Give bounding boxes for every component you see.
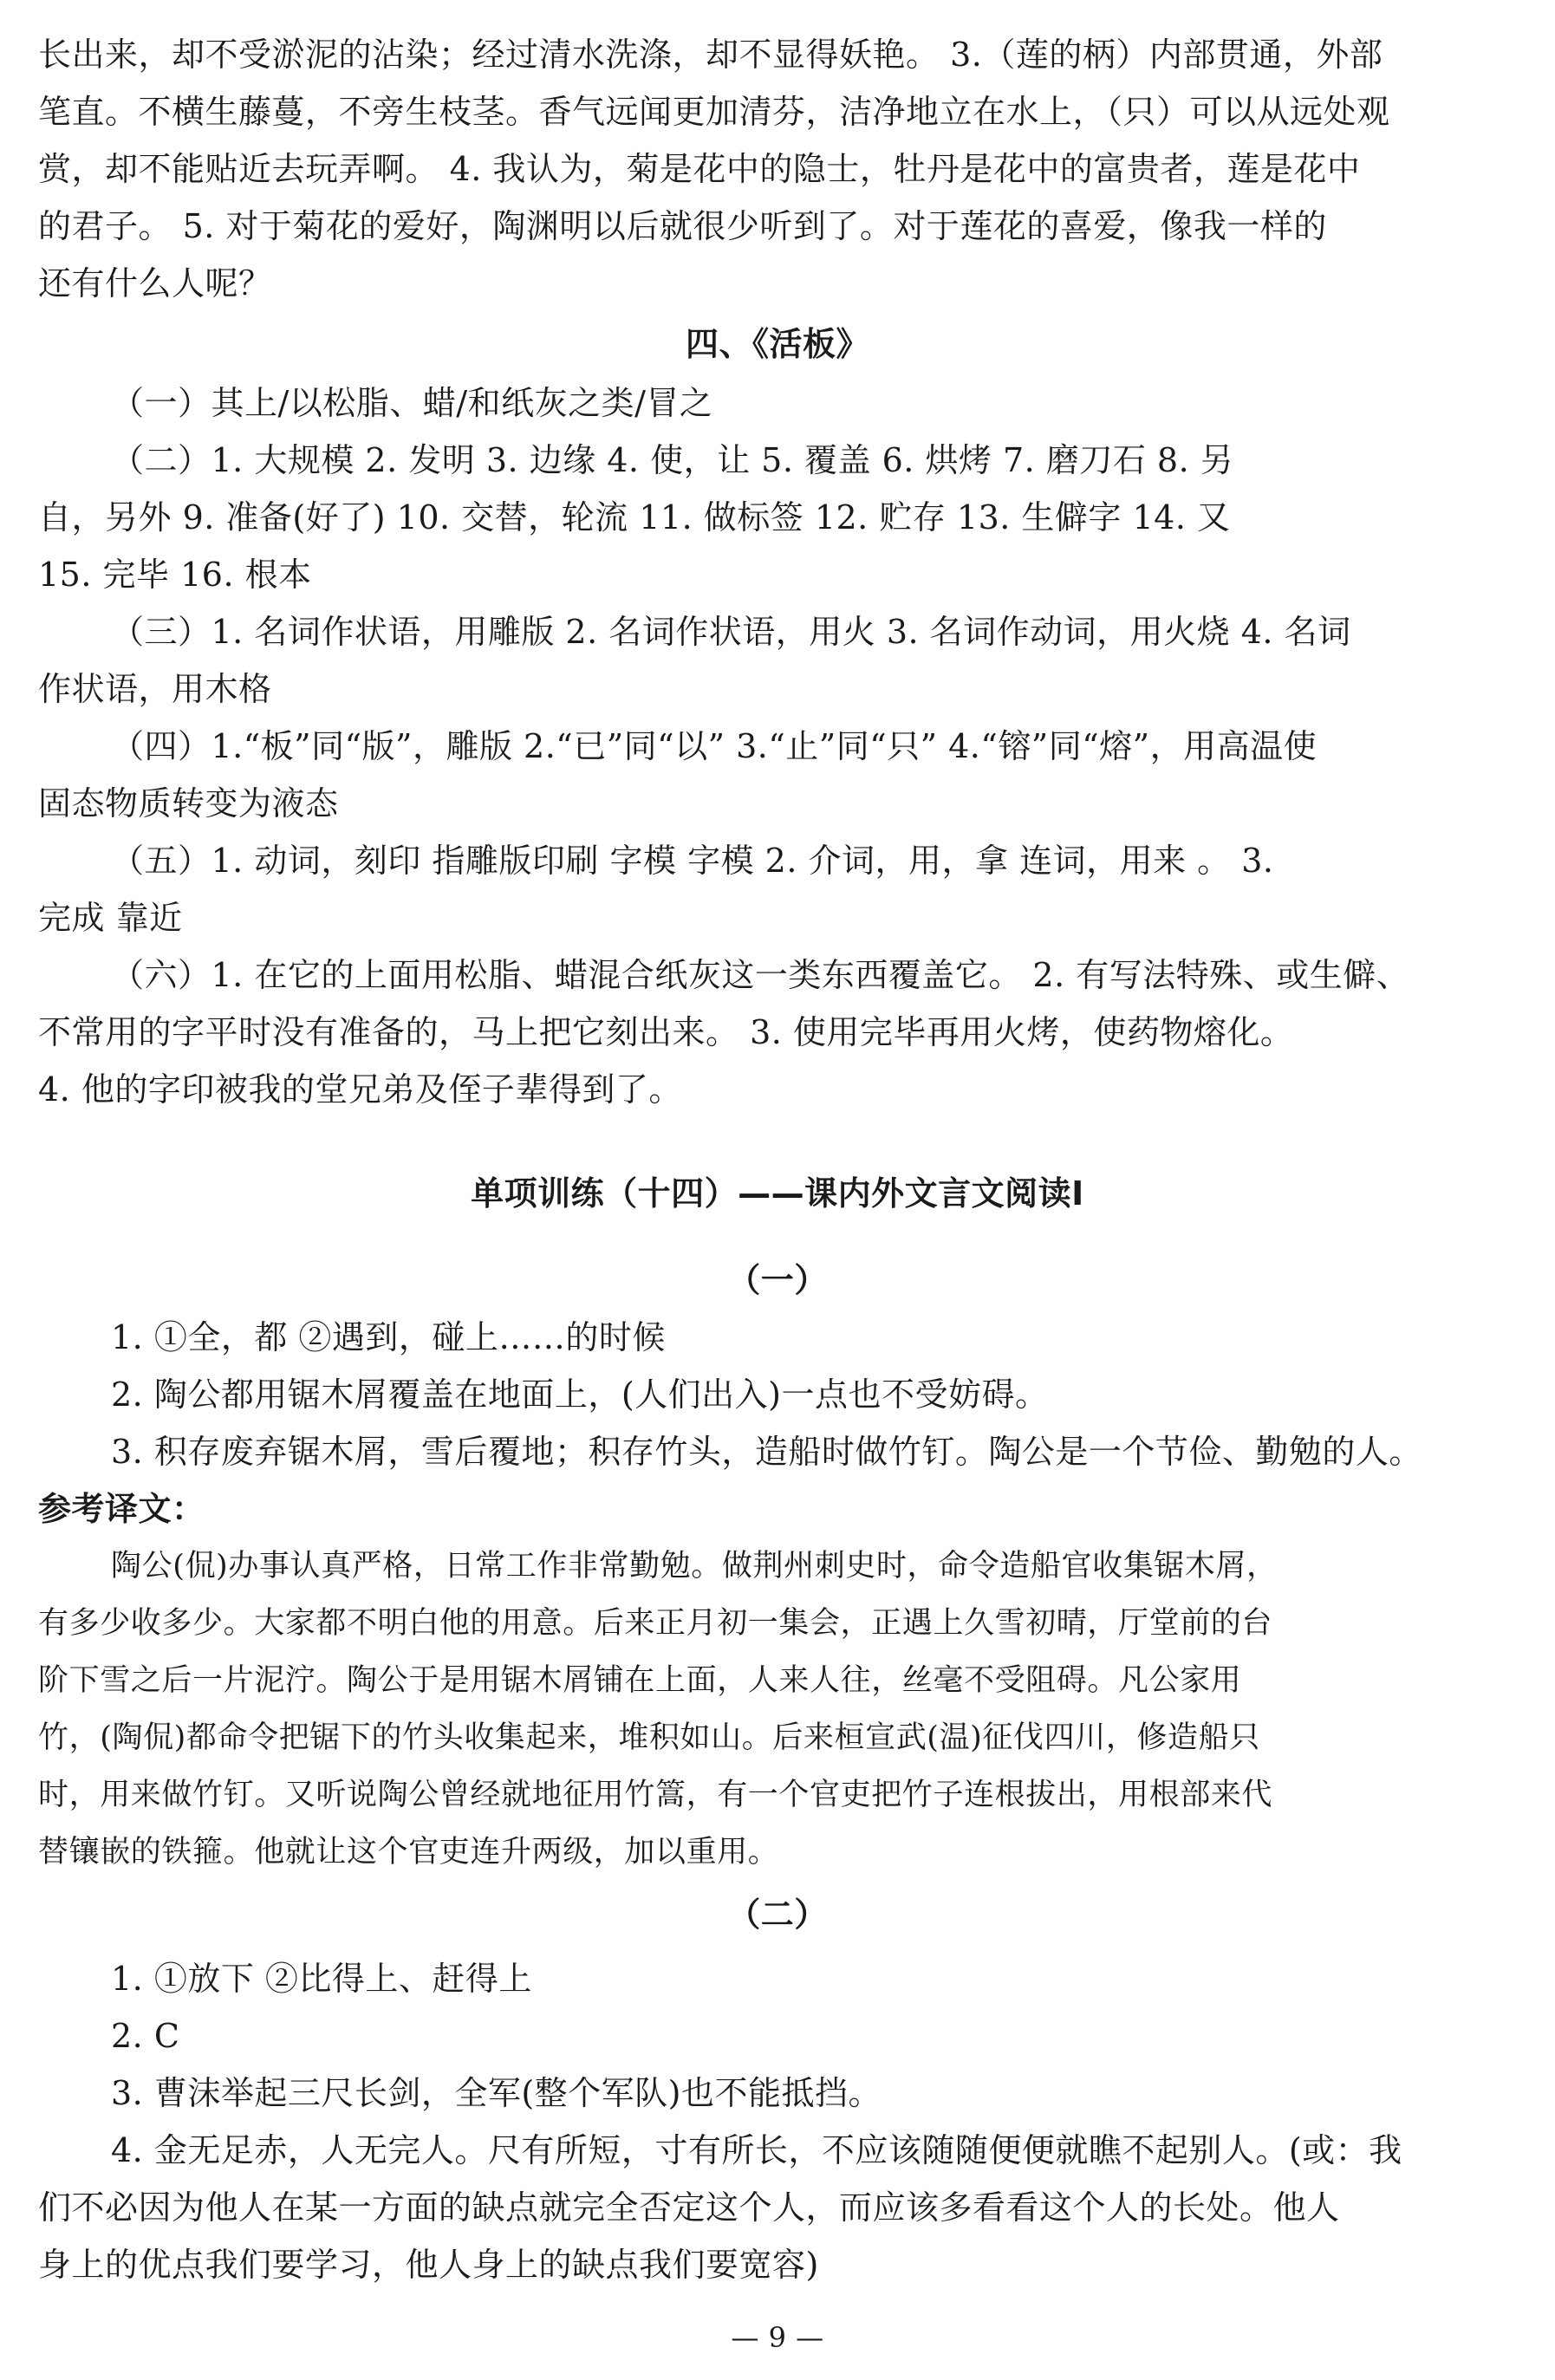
text-line: 15. 完毕 16. 根本 xyxy=(38,556,312,594)
page-number: — 9 — xyxy=(731,2321,824,2354)
text-line: 4. 他的字印被我的堂兄弟及侄子辈得到了。 xyxy=(38,1070,682,1109)
text-line: （六）1. 在它的上面用松脂、蜡混合纸灰这一类东西覆盖它。 2. 有写法特殊、或生僻、 xyxy=(111,956,1410,994)
text-line: 完成 靠近 xyxy=(38,899,183,937)
translation-line: 阶下雪之后一片泥泞。陶公于是用锯木屑铺在上面，人来人往，丝毫不受阻碍。凡公家用 xyxy=(38,1663,1242,1698)
text-line: 不常用的字平时没有准备的，马上把它刻出来。 3. 使用完毕再用火烤，使药物熔化。 xyxy=(38,1013,1294,1051)
text-line: （二）1. 大规模 2. 发明 3. 边缘 4. 使，让 5. 覆盖 6. 烘烤 7. 磨刀石 8. 另 xyxy=(111,441,1234,479)
translation-line: 有多少收多少。大家都不明白他的用意。后来正月初一集会，正遇上久雪初晴，厅堂前的台 xyxy=(38,1606,1273,1641)
text-line: 自，另外 9. 准备(好了) 10. 交替，轮流 11. 做标签 12. 贮存 13. 生僻字 14. 又 xyxy=(38,498,1231,536)
text-line: 的君子。 5. 对于菊花的爱好，陶渊明以后就很少听到了。对于莲花的喜爱，像我一样的 xyxy=(38,207,1327,245)
text-line: 作状语，用木格 xyxy=(38,670,272,708)
answer-line: 2. 陶公都用锯木屑覆盖在地面上，(人们出入)一点也不受妨碍。 xyxy=(111,1375,1049,1414)
answer-line: 1. ①全，都 ②遇到，碰上……的时候 xyxy=(111,1318,666,1356)
translation-label: 参考译文： xyxy=(38,1490,205,1528)
translation-line: 竹，(陶侃)都命令把锯下的竹头收集起来，堆积如山。后来桓宣武(温)征伐四川，修造船只 xyxy=(38,1720,1260,1755)
text-line: 长出来，却不受淤泥的沾染；经过清水洗涤，却不显得妖艳。 3.（莲的柄）内部贯通，外部 xyxy=(38,36,1383,74)
answer-line: 3. 积存废弃锯木屑，雪后覆地；积存竹头，造船时做竹钉。陶公是一个节俭、勤勉的人。 xyxy=(111,1433,1422,1471)
answer-line: 身上的优点我们要学习，他人身上的缺点我们要宽容) xyxy=(38,2246,819,2284)
text-line: 笔直。不横生藤蔓，不旁生枝茎。香气远闻更加清芬，洁净地立在水上，（只）可以从远处观 xyxy=(38,93,1390,131)
section-heading: 四、《活板》 xyxy=(685,325,869,363)
text-line: （一）其上/以松脂、蜡/和纸灰之类/冒之 xyxy=(111,384,713,422)
translation-line: 陶公(侃)办事认真严格，日常工作非常勤勉。做荆州刺史时，命令造船官收集锯木屑， xyxy=(111,1549,1278,1583)
text-line: 还有什么人呢？ xyxy=(38,264,272,302)
text-line: 固态物质转变为液态 xyxy=(38,784,339,823)
text-line: （三）1. 名词作状语，用雕版 2. 名词作状语，用火 3. 名词作动词，用火烧 4. 名词 xyxy=(111,613,1351,651)
answer-line: 4. 金无足赤，人无完人。尺有所短，寸有所长，不应该随随便便就瞧不起别人。(或：我 xyxy=(111,2131,1402,2169)
text-line: （五）1. 动词，刻印 指雕版印刷 字模 字模 2. 介词，用，拿 连词，用来 。 3. xyxy=(111,842,1274,880)
part-heading: （一） xyxy=(727,1261,828,1299)
answer-line: 1. ①放下 ②比得上、赶得上 xyxy=(111,1960,532,1998)
translation-line: 替镶嵌的铁箍。他就让这个官吏连升两级，加以重用。 xyxy=(38,1835,779,1870)
answer-line: 们不必因为他人在某一方面的缺点就完全否定这个人，而应该多看看这个人的长处。他人 xyxy=(38,2188,1340,2227)
answer-line: 3. 曹沫举起三尺长剑，全军(整个军队)也不能抵挡。 xyxy=(111,2074,882,2112)
text-line: （四）1.“板”同“版”，雕版 2.“已”同“以” 3.“止”同“只” 4.“镕”同“熔”，用高温使 xyxy=(111,727,1318,765)
text-line: 赏，却不能贴近去玩弄啊。 4. 我认为，菊是花中的隐士，牡丹是花中的富贵者，莲是花中 xyxy=(38,150,1361,188)
answer-line: 2. C xyxy=(111,2017,180,2055)
unit-title: 单项训练（十四）——课内外文言文阅读Ⅰ xyxy=(471,1174,1084,1213)
part-heading: （二） xyxy=(727,1896,828,1934)
translation-line: 时，用来做竹钉。又听说陶公曾经就地征用竹篙，有一个官吏把竹子连根拔出，用根部来代 xyxy=(38,1778,1273,1812)
